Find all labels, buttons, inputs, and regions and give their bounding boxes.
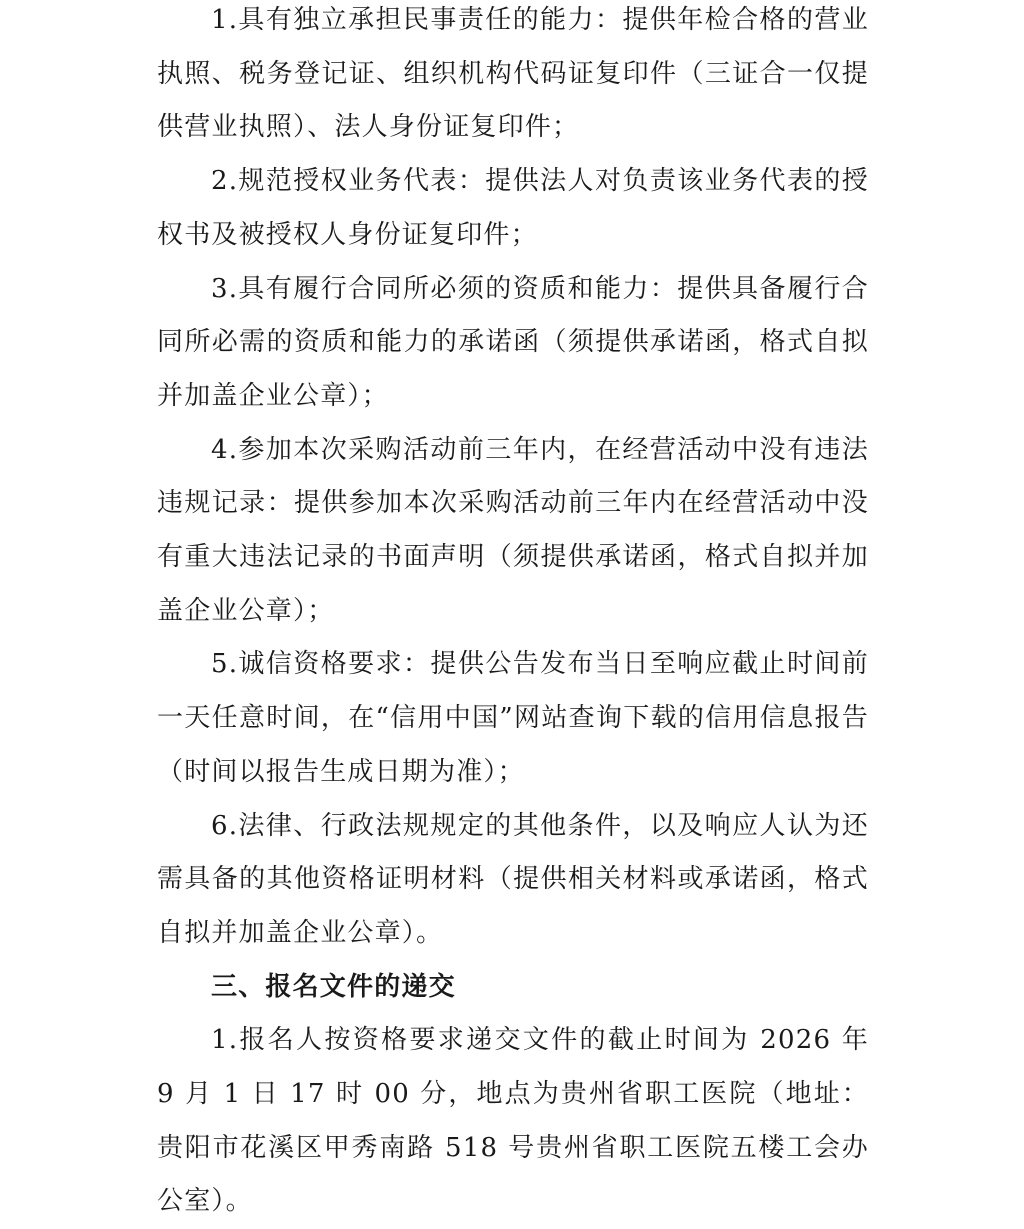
qualification-item-5: 5.诚信资格要求：提供公告发布当日至响应截止时间前一天任意时间，在“信用中国”网站查询下载的信用信息报告（时间以报告生成日期为准）； (157, 649, 869, 787)
submission-item-1: 1.报名人按资格要求递交文件的截止时间为 2026 年 9 月 1 日 17 时 00 分，地点为贵州省职工医院（地址：贵阳市花溪区甲秀南路 518 号贵州省职工医院五楼工会办公室）。 (157, 1025, 869, 1217)
document-body (157, 0, 869, 1229)
qualification-item-4: 4.参加本次采购活动前三年内，在经营活动中没有违法违规记录：提供参加本次采购活动前三年内在经营活动中没有重大违法记录的书面声明（须提供承诺函，格式自拟并加盖企业公章）； (157, 434, 869, 626)
qualification-item-2: 2.规范授权业务代表：提供法人对负责该业务代表的授权书及被授权人身份证复印件； (157, 166, 869, 250)
qualification-item-3: 3.具有履行合同所必须的资质和能力：提供具备履行合同所必需的资质和能力的承诺函（须提供承诺函，格式自拟并加盖企业公章）； (157, 273, 869, 411)
qualification-item-6: 6.法律、行政法规规定的其他条件，以及响应人认为还需具备的其他资格证明材料（提供相关材料或承诺函，格式自拟并加盖企业公章）。 (157, 810, 869, 948)
section-heading: 三、报名文件的递交 (211, 971, 456, 1002)
qualification-item-1: 1.具有独立承担民事责任的能力：提供年检合格的营业执照、税务登记证、组织机构代码证复印件（三证合一仅提供营业执照）、法人身份证复印件； (157, 5, 869, 143)
